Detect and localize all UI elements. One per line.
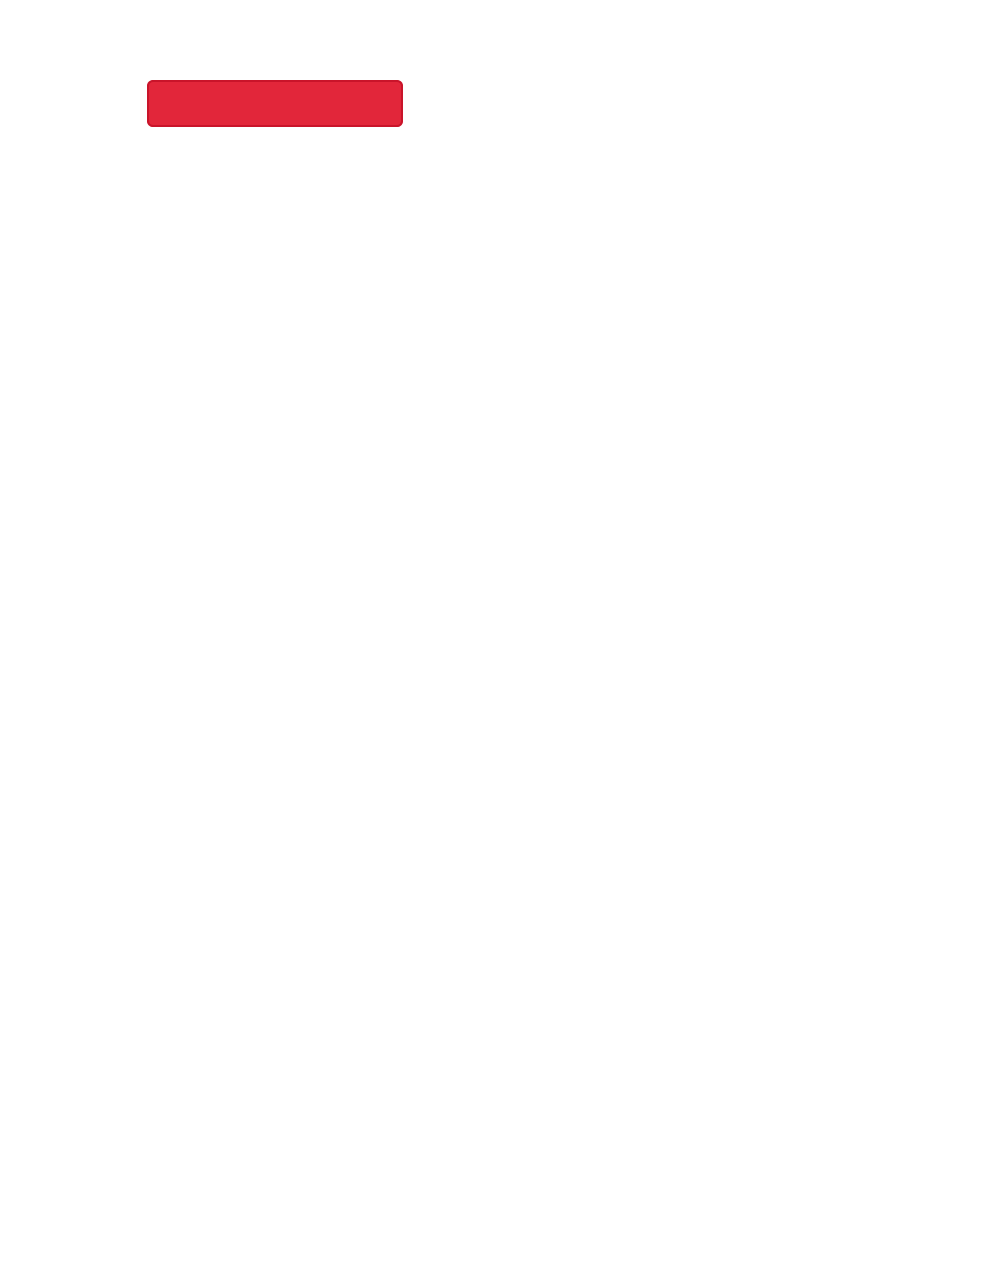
- swiss-design-badge: [147, 80, 403, 127]
- header: [0, 0, 986, 140]
